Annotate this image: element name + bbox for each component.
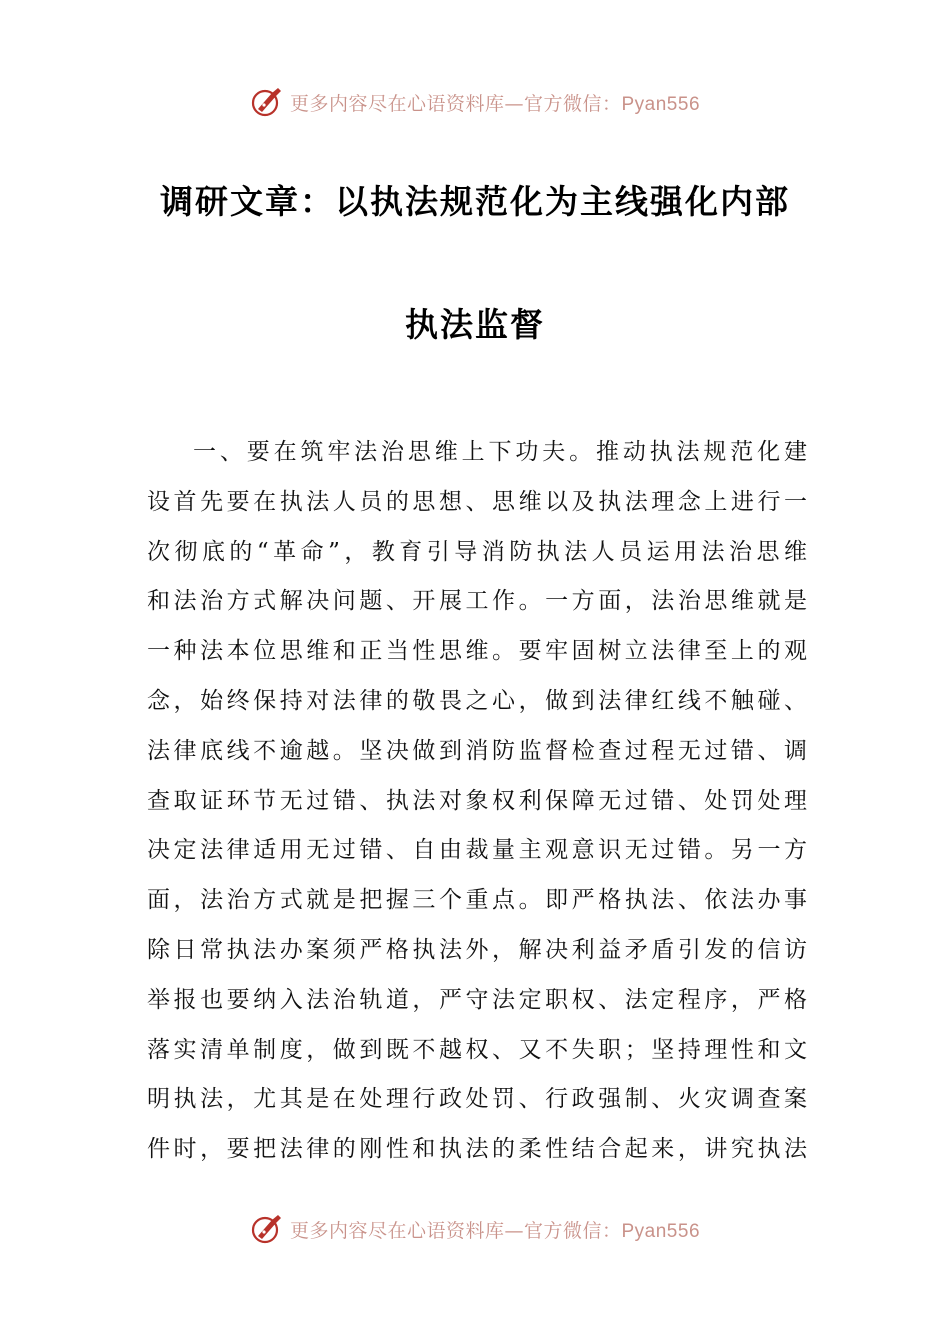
body-line: 和法治方式解决问题、开展工作。一方面，法治思维就是 <box>147 588 807 615</box>
body-line: 一、要在筑牢法治思维上下功夫。推动执法规范化建 <box>193 439 807 465</box>
body-line: 举报也要纳入法治轨道，严守法定职权、法定程序，严格 <box>147 986 807 1013</box>
document-title-line-2: 执法监督 <box>405 305 545 344</box>
body-line: 面，法治方式就是把握三个重点。即严格执法、依法办事 <box>147 887 807 914</box>
body-line: 次彻底的“革命”，教育引导消防执法人员运用法治思维 <box>147 538 807 565</box>
header-wechat-id: Pyan556 <box>621 93 701 115</box>
body-line: 落实清单制度，做到既不越权、又不失职；坚持理性和文 <box>147 1036 807 1063</box>
footer-watermark-text: 更多内容尽在心语资料库—官方微信：Pyan556 <box>289 1219 701 1242</box>
header-watermark-text: 更多内容尽在心语资料库—官方微信：Pyan556 <box>289 92 701 115</box>
body-line: 设首先要在执法人员的思想、思维以及执法理念上进行一 <box>147 488 807 515</box>
pen-nib-icon <box>250 1212 284 1246</box>
footer-wechat-id: Pyan556 <box>621 1220 701 1242</box>
body-line: 查取证环节无过错、执法对象权利保障无过错、处罚处理 <box>147 787 807 814</box>
body-line: 法律底线不逾越。坚决做到消防监督检查过程无过错、调 <box>147 737 807 764</box>
footer-watermark-banner <box>0 1207 950 1251</box>
body-line: 决定法律适用无过错、自由裁量主观意识无过错。另一方 <box>147 837 807 864</box>
body-line: 件时，要把法律的刚性和执法的柔性结合起来，讲究执法 <box>147 1136 807 1163</box>
body-line: 除日常执法办案须严格执法外，解决利益矛盾引发的信访 <box>147 936 807 963</box>
document-title-line-1: 调研文章：以执法规范化为主线强化内部 <box>160 182 790 221</box>
body-line: 念，始终保持对法律的敬畏之心，做到法律红线不触碰、 <box>147 687 807 714</box>
header-watermark-banner <box>0 80 950 124</box>
body-line: 一种法本位思维和正当性思维。要牢固树立法律至上的观 <box>147 638 807 665</box>
body-paragraph <box>147 428 807 1175</box>
pen-nib-icon <box>250 85 284 119</box>
body-line: 明执法，尤其是在处理行政处罚、行政强制、火灾调查案 <box>147 1086 807 1113</box>
